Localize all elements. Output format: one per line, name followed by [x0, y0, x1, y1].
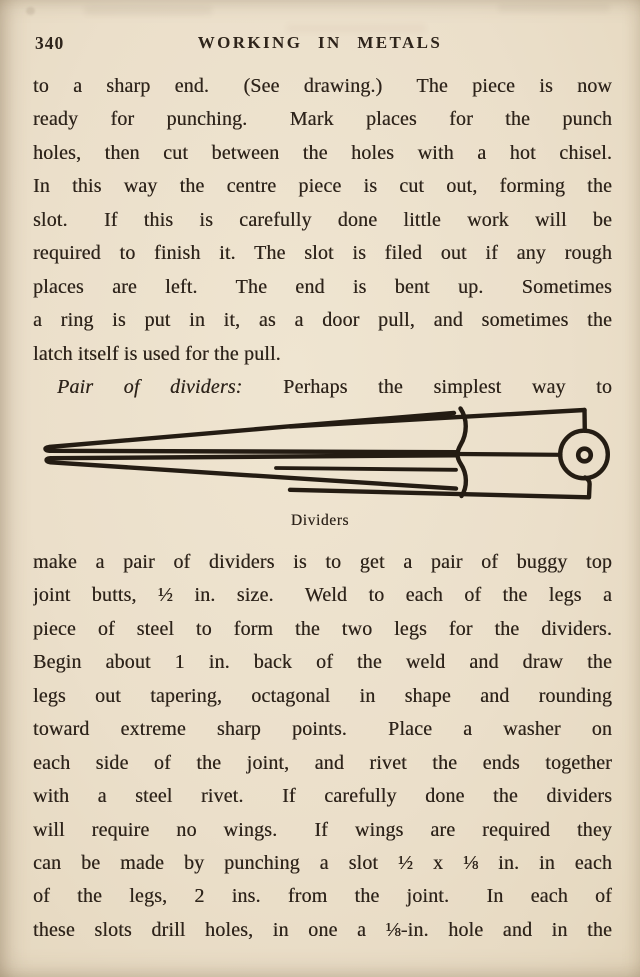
text-line: latch itself is used for the pull. [33, 342, 281, 365]
text-line: legs out tapering, octagonal in shape and rounding [33, 684, 612, 707]
text-line: slot. If this is carefully done little work will be [33, 208, 612, 231]
text-line: of the legs, 2 ins. from the joint. In each of [33, 885, 612, 908]
paragraph-1 [33, 70, 612, 404]
text-line: places are left. The end is bent up. Sometimes [33, 275, 612, 298]
rivet-hole-icon [578, 449, 591, 462]
text-line: these slots drill holes, in one a ⅛-in. hole and in the [33, 918, 612, 941]
lower-leg [47, 455, 457, 488]
dividers-figure [0, 395, 640, 510]
text-line: with a steel rivet. If carefully done the dividers [33, 785, 612, 808]
figure-caption: Dividers [290, 512, 350, 529]
line-rest: Perhaps the simplest way to [242, 375, 612, 398]
text-line: will require no wings. If wings are required they [33, 818, 612, 841]
scan-stain [84, 6, 212, 15]
paragraph-2 [33, 546, 612, 947]
text-line: ready for punching. Mark places for the punch [33, 108, 612, 131]
running-header: WORKING IN METALS [197, 33, 443, 52]
text-line: joint butts, ½ in. size. Weld to each of the legs a [33, 584, 612, 607]
text-line: required to finish it. The slot is filed out if any rough [33, 242, 612, 265]
joint-middle-line [458, 454, 561, 455]
italic-lead: Pair of dividers: [57, 375, 243, 398]
scan-stain [498, 4, 610, 12]
plate-right-edge-bottom [585, 478, 590, 498]
text-line: In this way the centre piece is cut out, forming the [33, 175, 612, 198]
text-line: a ring is put in it, as a door pull, and sometimes the [33, 309, 612, 332]
scan-stain [286, 24, 426, 33]
text-line: toward extreme sharp points. Place a washer on [33, 718, 612, 741]
text-line: to a sharp end. (See drawing.) The piece is now [33, 75, 612, 97]
text-line: can be made by punching a slot ½ x ⅛ in. in each [33, 851, 612, 874]
page-number: 340 [35, 33, 65, 53]
text-line: each side of the joint, and rivet the ends together [33, 751, 612, 774]
text-line: Begin about 1 in. back of the weld and draw the [33, 651, 612, 674]
text-line: holes, then cut between the holes with a hot chisel. [33, 141, 612, 164]
lower-facet-line [276, 468, 456, 470]
rivet-boss [560, 431, 608, 479]
plate-bottom-edge [290, 490, 589, 498]
text-line: piece of steel to form the two legs for the dividers. [33, 617, 612, 640]
scan-stain [26, 7, 35, 15]
text-line: make a pair of dividers is to get a pair of buggy top [33, 551, 612, 573]
